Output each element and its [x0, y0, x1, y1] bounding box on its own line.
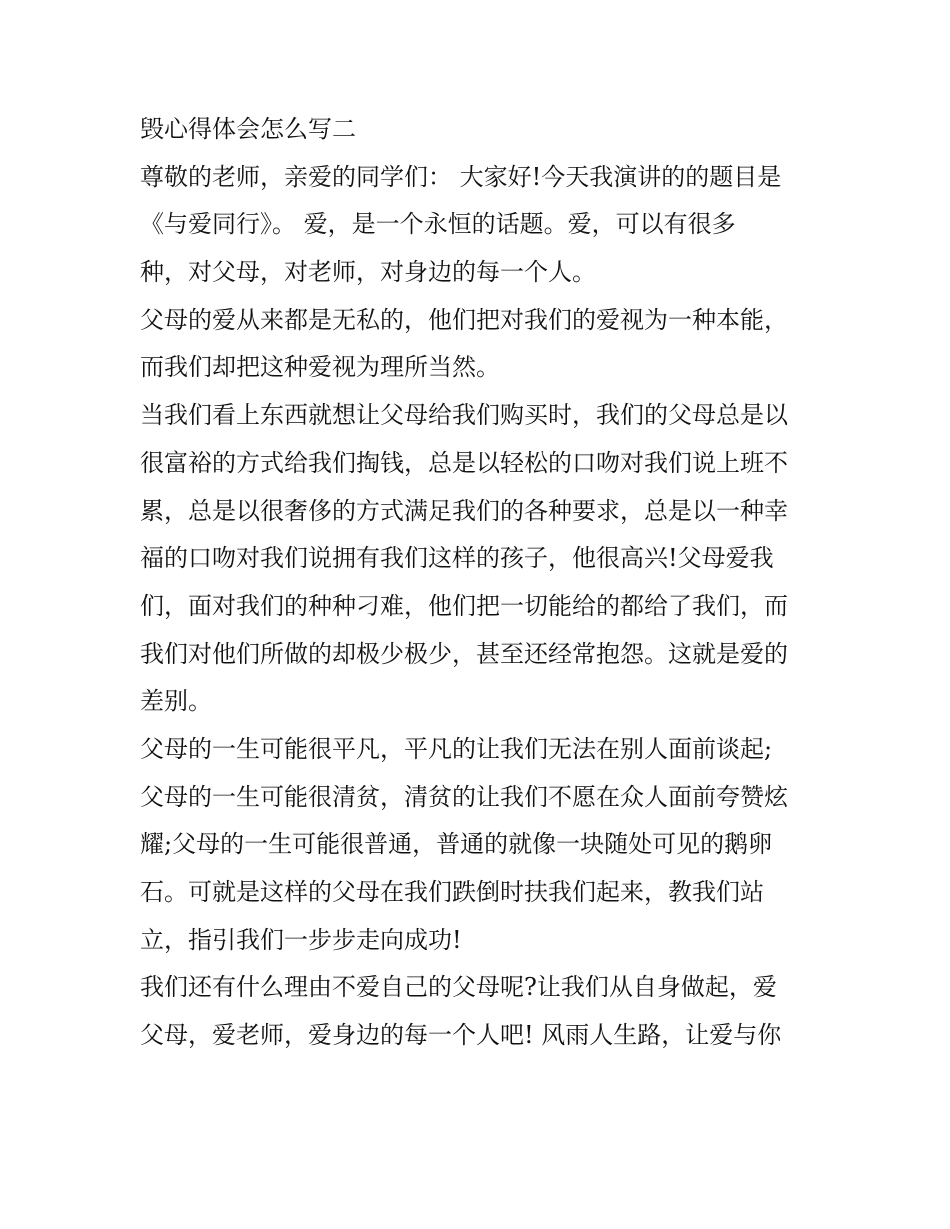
text-line: 种，对父母，对老师，对身边的每一个人。 — [140, 258, 596, 287]
document-title: 毁心得体会怎么写二 — [140, 115, 356, 143]
text-line: 耀;父母的一生可能很普通，普通的就像一块随处可见的鹅卵 — [140, 830, 773, 859]
text-line: 父母的爱从来都是无私的，他们把对我们的爱视为一种本能， — [140, 305, 788, 334]
text-line: 很富裕的方式给我们掏钱，总是以轻松的口吻对我们说上班不 — [140, 448, 788, 477]
text-line: 累，总是以很奢侈的方式满足我们的各种要求，总是以一种幸 — [140, 496, 788, 525]
text-line: 而我们却把这种爱视为理所当然。 — [140, 353, 500, 382]
text-line: 们，面对我们的种种刁难，他们把一切能给的都给了我们，而 — [140, 591, 788, 620]
text-line: 福的口吻对我们说拥有我们这样的孩子，他很高兴!父母爱我 — [140, 544, 774, 573]
text-line: 《与爱同行》。 爱，是一个永恒的话题。爱，可以有很多 — [140, 210, 736, 239]
text-line: 我们还有什么理由不爱自己的父母呢?让我们从自身做起，爱 — [140, 973, 777, 1002]
text-line: 我们对他们所做的却极少极少，甚至还经常抱怨。这就是爱的 — [140, 639, 788, 668]
text-line: 尊敬的老师，亲爱的同学们： 大家好!今天我演讲的的题目是 — [140, 162, 782, 191]
text-line: 父母的一生可能很平凡，平凡的让我们无法在别人面前谈起; — [140, 734, 773, 763]
text-line: 父母，爱老师，爱身边的每一个人吧! 风雨人生路，让爱与你 — [140, 1021, 782, 1050]
text-line: 当我们看上东西就想让父母给我们购买时，我们的父母总是以 — [140, 401, 788, 430]
document-body — [140, 106, 820, 1060]
text-line: 差别。 — [140, 687, 212, 716]
text-line: 石。可就是这样的父母在我们跌倒时扶我们起来，教我们站 — [140, 878, 764, 906]
text-line: 立，指引我们一步步走向成功! — [140, 925, 462, 954]
text-line: 父母的一生可能很清贫，清贫的让我们不愿在众人面前夸赞炫 — [140, 782, 788, 811]
